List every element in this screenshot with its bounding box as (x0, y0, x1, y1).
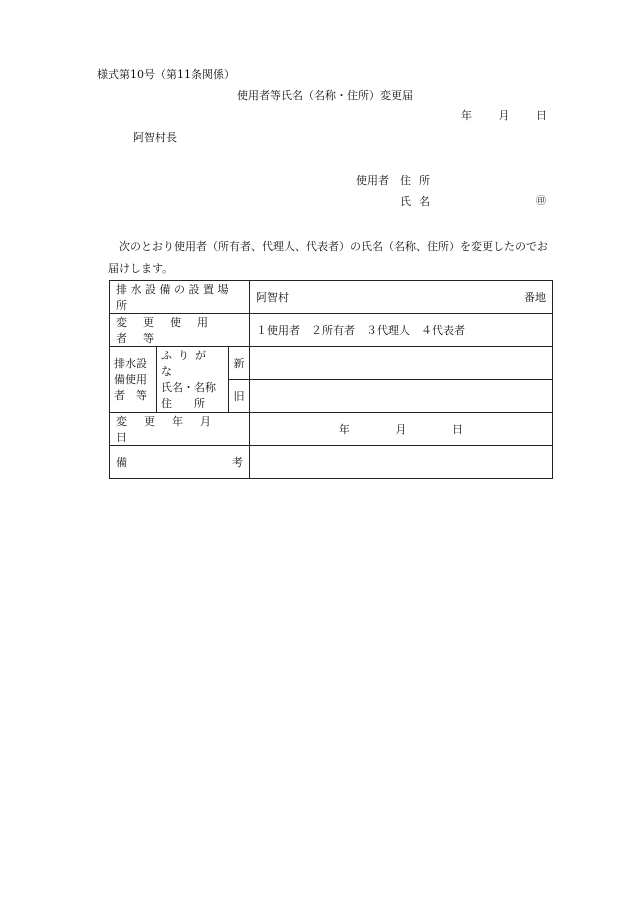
applicant-address-label: 住所 (400, 174, 438, 187)
user-label-line2: 備使用 (114, 372, 147, 386)
new-mark: 新 (233, 357, 245, 370)
change-year-label: 年 (338, 423, 350, 436)
change-date-value-cell[interactable] (250, 413, 553, 446)
addressee: 阿智村長 (133, 131, 177, 144)
remarks-label-right: 考 (232, 456, 244, 469)
furigana-label: ふりがな (161, 348, 212, 378)
applicant-role-label: 使用者 (356, 174, 389, 187)
user-label-line3: 者 等 (114, 388, 147, 402)
old-value-cell[interactable] (250, 380, 553, 413)
lot-suffix: 番地 (524, 291, 546, 304)
table-row (110, 347, 553, 380)
month-label: 月 (498, 109, 510, 122)
remarks-label-left: 備 (116, 456, 127, 469)
form-number: 様式第10号（第11条関係） (97, 68, 235, 81)
change-month-label: 月 (395, 423, 407, 436)
applicant-address-row (356, 174, 440, 188)
address-label: 住 所 (161, 396, 205, 410)
seal-mark: ㊞ (536, 196, 546, 207)
changer-label-cell (110, 314, 250, 347)
location-label (116, 281, 243, 313)
changer-options: １使用者 ２所有者 ３代理人 ４代表者 (256, 324, 466, 337)
location-label-cell (110, 281, 250, 314)
user-label-cell (110, 347, 157, 413)
day-label: 日 (536, 109, 547, 122)
remarks-value-cell[interactable] (250, 446, 553, 479)
submission-date (461, 109, 547, 123)
user-label-line1: 排水設 (114, 356, 147, 370)
location-value-cell[interactable] (250, 281, 553, 314)
table-row (110, 413, 553, 446)
change-form-table (109, 280, 553, 479)
new-value-cell[interactable] (250, 347, 553, 380)
village-name: 阿智村 (256, 291, 290, 304)
table-row (110, 281, 553, 314)
document-title: 使用者等氏名（名称・住所）変更届 (237, 89, 413, 102)
remarks-label-cell (110, 446, 250, 479)
old-mark: 旧 (233, 390, 245, 403)
change-day-label: 日 (452, 423, 464, 436)
location-label-text: 排水設備の設置場所 (116, 283, 232, 312)
name-sub-label-cell (157, 347, 229, 413)
notice-body-text: 次のとおり使用者（所有者、代理人、代表者）の氏名（名称、住所）を変更したのでお届けします。 (108, 240, 548, 275)
name-label: 氏名・名称 (161, 380, 216, 394)
old-mark-cell (229, 380, 250, 413)
change-date-label-cell (110, 413, 250, 446)
table-row (110, 314, 553, 347)
changer-options-cell[interactable] (250, 314, 553, 347)
table-row (110, 446, 553, 479)
applicant-block (356, 174, 546, 214)
year-label: 年 (461, 109, 472, 122)
new-mark-cell (229, 347, 250, 380)
applicant-name-label: 氏名 (400, 195, 438, 208)
change-date-label: 変更年月日 (116, 415, 228, 444)
changer-label: 変更使用者等 (116, 316, 224, 345)
